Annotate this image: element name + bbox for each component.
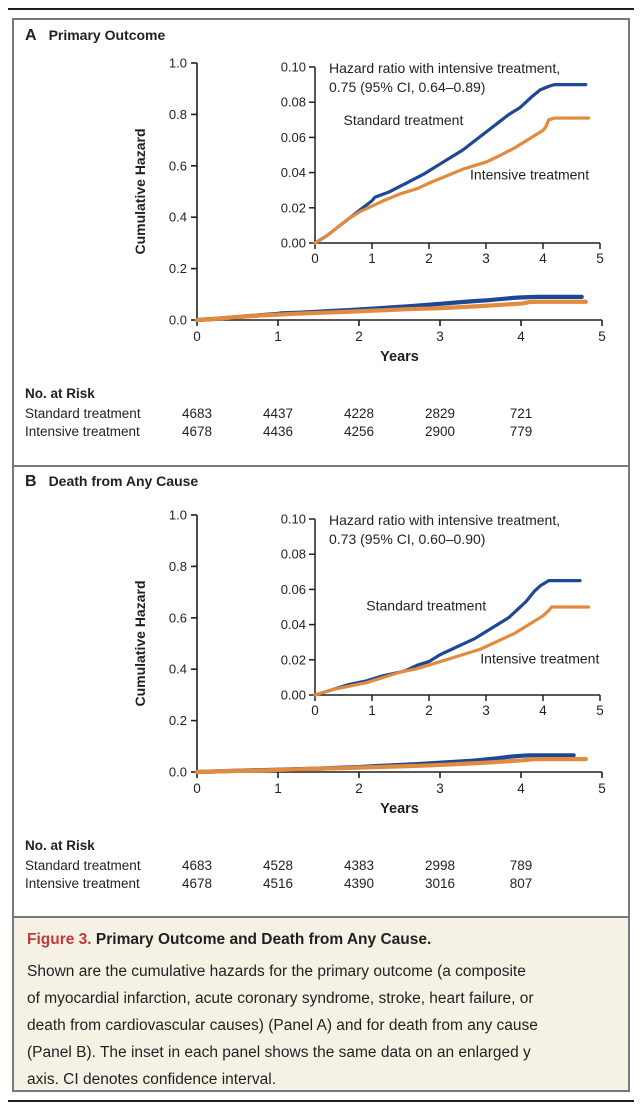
risk-value: 4256 (343, 424, 375, 439)
risk-value: 4228 (343, 406, 375, 421)
figure-caption (14, 918, 628, 1090)
risk-value: 4678 (181, 876, 213, 891)
inset-x-tick-label: 5 (596, 251, 604, 266)
caption-title-text: Primary Outcome and Death from Any Cause. (95, 931, 432, 948)
inset-x-tick-label: 1 (368, 251, 376, 266)
y-tick-label: 0.0 (168, 312, 187, 328)
inset-x-tick-label: 3 (482, 703, 490, 718)
risk-value: 779 (509, 424, 533, 439)
caption-title-line (27, 931, 628, 949)
panel-a-heading (25, 27, 165, 45)
risk-value: 3016 (424, 876, 456, 891)
inset-x-tick-label: 3 (482, 251, 490, 266)
risk-value: 807 (509, 876, 533, 891)
y-tick-label: 1.0 (168, 507, 187, 523)
inset-x-tick-label: 4 (539, 251, 547, 266)
y-tick-label: 0.8 (168, 558, 187, 574)
x-tick-label: 0 (193, 329, 201, 344)
inset-x-tick-label: 0 (311, 703, 319, 718)
inset-y-tick-label: 0.06 (280, 129, 306, 145)
y-tick-label: 0.4 (168, 209, 187, 225)
risk-value: 789 (509, 858, 533, 873)
panel-a-title: Primary Outcome (48, 27, 166, 43)
y-axis-title: Cumulative Hazard (132, 128, 148, 255)
hazard-ratio-annotation: 0.73 (95% CI, 0.60–0.90) (329, 531, 486, 547)
x-tick-label: 1 (274, 329, 282, 344)
y-tick-label: 0.2 (168, 261, 187, 277)
inset-y-tick-label: 0.00 (280, 235, 306, 251)
inset-y-tick-label: 0.04 (280, 165, 306, 181)
panel-b-title: Death from Any Cause (48, 473, 199, 489)
risk-row (14, 424, 628, 442)
inset-x-tick-label: 2 (425, 703, 433, 718)
x-axis-title: Years (380, 349, 419, 365)
x-tick-label: 1 (274, 781, 282, 796)
main-axis (197, 515, 602, 772)
top-rule (8, 8, 634, 10)
inset-x-tick-label: 5 (596, 703, 604, 718)
figure-frame (12, 18, 630, 1092)
y-tick-label: 0.2 (168, 713, 187, 729)
risk-row (14, 858, 628, 876)
inset-y-tick-label: 0.08 (280, 546, 306, 562)
y-tick-label: 0.4 (168, 661, 187, 677)
y-tick-label: 0.0 (168, 764, 187, 780)
hazard-ratio-annotation: Hazard ratio with intensive treatment, (329, 60, 561, 76)
risk-value: 4683 (181, 406, 213, 421)
panel-a-risk-table (14, 386, 628, 442)
y-tick-label: 0.6 (168, 610, 187, 626)
inset-x-tick-label: 4 (539, 703, 547, 718)
risk-value: 2829 (424, 406, 456, 421)
risk-row-label: Intensive treatment (25, 876, 140, 891)
caption-figure-label: Figure 3. (27, 931, 92, 948)
risk-row-label: Standard treatment (25, 406, 141, 421)
risk-value: 2998 (424, 858, 456, 873)
risk-row-label: Intensive treatment (25, 424, 140, 439)
risk-value: 721 (509, 406, 533, 421)
risk-table-title: No. at Risk (25, 838, 95, 853)
hazard-ratio-annotation: 0.75 (95% CI, 0.64–0.89) (329, 79, 486, 95)
series-label: Intensive treatment (480, 650, 600, 667)
risk-value: 4683 (181, 858, 213, 873)
panel-a-letter: A (25, 27, 37, 44)
main-series-line (197, 759, 586, 772)
x-tick-label: 4 (517, 781, 525, 796)
risk-value: 4678 (181, 424, 213, 439)
panel-b-heading (25, 473, 198, 491)
risk-value: 4383 (343, 858, 375, 873)
inset-y-tick-label: 0.02 (280, 652, 306, 668)
series-label: Intensive treatment (470, 166, 590, 183)
risk-row (14, 406, 628, 424)
panel-b-letter: B (25, 473, 37, 490)
x-tick-label: 0 (193, 781, 201, 796)
inset-series-line (315, 85, 586, 243)
inset-y-tick-label: 0.08 (280, 94, 306, 110)
inset-y-tick-label: 0.00 (280, 687, 306, 703)
inset-y-tick-label: 0.10 (280, 59, 306, 75)
inset-y-tick-label: 0.06 (280, 581, 306, 597)
risk-value: 4516 (262, 876, 294, 891)
x-tick-label: 3 (436, 329, 444, 344)
panel-b-chart (14, 500, 628, 830)
risk-row-label: Standard treatment (25, 858, 141, 873)
risk-value: 4437 (262, 406, 294, 421)
x-axis-title: Years (380, 801, 419, 817)
x-tick-label: 5 (598, 329, 606, 344)
panel-b-risk-table (14, 838, 628, 894)
x-tick-label: 2 (355, 781, 363, 796)
risk-value: 4528 (262, 858, 294, 873)
y-axis-title: Cumulative Hazard (132, 580, 148, 707)
x-tick-label: 2 (355, 329, 363, 344)
inset-x-tick-label: 0 (311, 251, 319, 266)
risk-row (14, 876, 628, 894)
caption-body: Shown are the cumulative hazards for the primary outcome (a composite of myocardial infarction, acute coronary syndrome, stroke, heart failure, or death from cardiovascular causes) (Panel A) and for death from any cause (Panel B). The inset in each panel shows the same data on an enlarged y axis. CI denotes confidence interval. (27, 963, 538, 1088)
y-tick-label: 0.8 (168, 106, 187, 122)
inset-y-tick-label: 0.04 (280, 617, 306, 633)
risk-value: 4390 (343, 876, 375, 891)
x-tick-label: 4 (517, 329, 525, 344)
inset-y-tick-label: 0.10 (280, 511, 306, 527)
inset-x-tick-label: 1 (368, 703, 376, 718)
risk-value: 2900 (424, 424, 456, 439)
risk-value: 4436 (262, 424, 294, 439)
main-series-line (197, 302, 586, 320)
x-tick-label: 5 (598, 781, 606, 796)
risk-table-title: No. at Risk (25, 386, 95, 401)
x-tick-label: 3 (436, 781, 444, 796)
inset-y-tick-label: 0.02 (280, 200, 306, 216)
inset-x-tick-label: 2 (425, 251, 433, 266)
series-label: Standard treatment (366, 597, 487, 614)
series-label: Standard treatment (343, 112, 464, 129)
main-axis (197, 63, 602, 320)
y-tick-label: 0.6 (168, 158, 187, 174)
panel-a-chart (14, 48, 628, 378)
bottom-rule (8, 1100, 634, 1102)
panel-a-b-divider (14, 465, 628, 467)
y-tick-label: 1.0 (168, 55, 187, 71)
hazard-ratio-annotation: Hazard ratio with intensive treatment, (329, 512, 561, 528)
